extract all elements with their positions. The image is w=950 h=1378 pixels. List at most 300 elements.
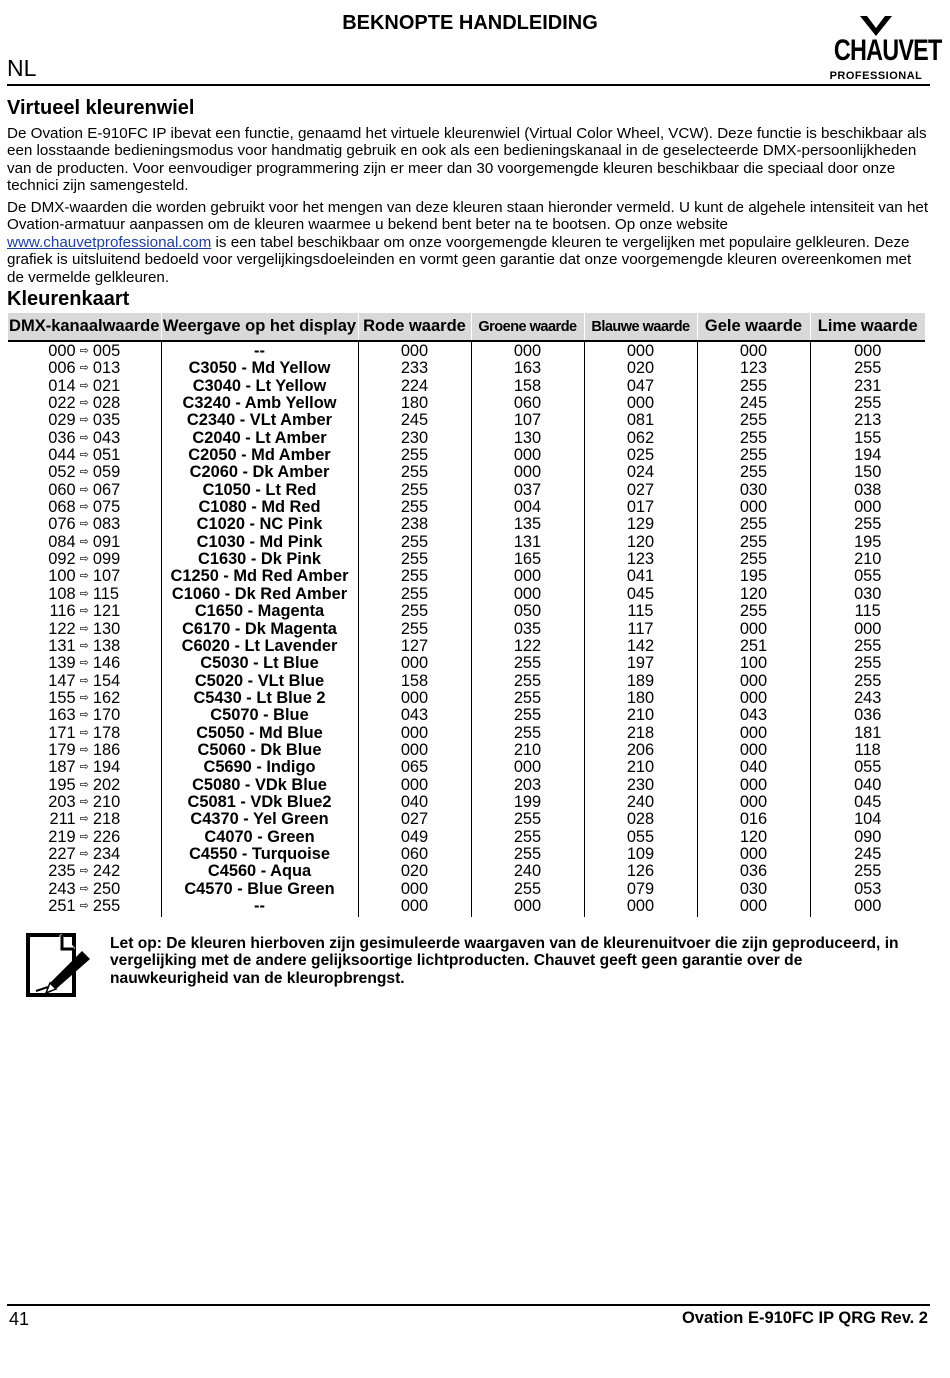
range-arrow-icon: ⇨ [79,414,89,427]
dmx-start: 195 [48,775,76,794]
amber-cell: 100 [697,655,810,672]
dmx-end: 028 [92,394,121,413]
red-cell: 255 [358,482,471,499]
green-cell: 255 [471,811,584,828]
range-arrow-icon: ⇨ [79,605,89,618]
lime-cell: 155 [810,430,925,447]
range-arrow-icon: ⇨ [79,345,89,357]
display-cell: C5020 - VLt Blue [161,673,358,690]
red-cell: 060 [358,846,471,863]
range-arrow-icon: ⇨ [79,362,89,375]
blue-cell: 210 [584,707,697,724]
dmx-range-cell [8,777,161,794]
red-cell: 230 [358,430,471,447]
dmx-range-cell [8,534,161,551]
range-arrow-icon: ⇨ [79,726,89,739]
red-cell: 043 [358,707,471,724]
dmx-start: 155 [48,688,76,707]
green-cell: 203 [471,777,584,794]
blue-cell: 024 [584,464,697,481]
red-cell: 049 [358,829,471,846]
table-row [8,707,925,724]
range-arrow-icon: ⇨ [79,518,89,531]
display-cell: C5080 - VDk Blue [161,777,358,794]
amber-cell: 000 [697,499,810,516]
dmx-end: 138 [92,636,121,655]
display-cell: C4370 - Yel Green [161,811,358,828]
lime-cell: 255 [810,638,925,655]
amber-cell: 016 [697,811,810,828]
dmx-end: 099 [92,550,121,569]
display-cell: C5081 - VDk Blue2 [161,794,358,811]
blue-cell: 047 [584,378,697,395]
range-arrow-icon: ⇨ [79,743,89,756]
lime-cell: 000 [810,499,925,516]
blue-cell: 045 [584,586,697,603]
table-row [8,412,925,429]
amber-cell: 120 [697,829,810,846]
display-cell: C4070 - Green [161,829,358,846]
dmx-start: 116 [49,602,76,621]
display-cell: C1630 - Dk Pink [161,551,358,568]
language-code: NL [7,55,37,81]
red-cell: 040 [358,794,471,811]
range-arrow-icon: ⇨ [79,570,89,583]
dmx-range-cell [8,499,161,516]
green-cell: 255 [471,829,584,846]
table-row [8,673,925,690]
blue-cell: 210 [584,759,697,776]
blue-cell: 142 [584,638,697,655]
dmx-start: 092 [48,550,76,569]
dmx-range-cell [8,447,161,464]
table-row [8,846,925,863]
dmx-range-cell [8,464,161,481]
dmx-start: 243 [48,879,76,898]
red-cell: 000 [358,725,471,742]
lime-cell: 036 [810,707,925,724]
blue-cell: 123 [584,551,697,568]
green-cell: 131 [471,534,584,551]
dmx-range-cell [8,516,161,533]
lime-cell: 255 [810,655,925,672]
range-arrow-icon: ⇨ [79,761,89,774]
blue-cell: 025 [584,447,697,464]
table-row [8,586,925,603]
dmx-range-cell [8,725,161,742]
red-cell: 000 [358,742,471,759]
lime-cell: 231 [810,378,925,395]
dmx-end: 075 [92,498,121,517]
dmx-end: 202 [92,775,121,794]
red-cell: 233 [358,360,471,377]
display-cell: C1020 - NC Pink [161,516,358,533]
dmx-range-cell [8,863,161,880]
logo-chevron-icon [860,16,892,36]
dmx-end: 013 [92,359,121,378]
dmx-paragraph-text-end: is een tabel beschikbaar om onze voorgemengde kleuren te vergelijken met populaire gelkleuren. Deze grafiek is uitsluitend bedoeld voor vergelijkingsdoeleinden en vormt geen garantie dat onze voorgemengde kleuren overeenkomen met de vermelde gelkleuren. [7,233,912,286]
dmx-end: 194 [92,758,121,777]
display-cell: C1250 - Md Red Amber [161,568,358,585]
table-row [8,551,925,568]
dmx-end: 043 [92,428,121,447]
dmx-paragraph-text: De DMX-waarden die worden gebruikt voor het mengen van deze kleuren staan hieronder vermeld. U kunt de algehele intensiteit van het Ovation-armatuur aanpassen om de kleuren waarmee u bekend bent beter na te bootsen. Op onze website [7,199,929,234]
dmx-start: 022 [48,394,76,413]
document-id: Ovation E-910FC IP QRG Rev. 2 [681,1309,928,1327]
dmx-range-cell [8,794,161,811]
blue-cell: 218 [584,725,697,742]
red-cell: 180 [358,395,471,412]
blue-cell: 109 [584,846,697,863]
dmx-end: 035 [92,411,121,430]
table-row [8,655,925,672]
dmx-range-cell [8,603,161,620]
red-cell: 065 [358,759,471,776]
lime-cell: 045 [810,794,925,811]
dmx-end: 021 [92,376,121,395]
dmx-start: 084 [48,532,76,551]
green-cell: 130 [471,430,584,447]
dmx-range-cell [8,759,161,776]
green-cell: 240 [471,863,584,880]
dmx-start: 000 [48,342,76,360]
range-arrow-icon: ⇨ [79,674,89,687]
table-row [8,881,925,898]
green-cell: 050 [471,603,584,620]
table-row [8,341,925,360]
dmx-end: 210 [92,792,121,811]
red-cell: 000 [358,655,471,672]
table-row [8,499,925,516]
red-cell: 000 [358,690,471,707]
range-arrow-icon: ⇨ [79,553,89,566]
dmx-end: 154 [92,671,121,690]
display-cell: -- [161,898,358,917]
lime-cell: 000 [810,898,925,917]
dmx-end: 186 [92,740,121,759]
dmx-start: 203 [48,792,76,811]
color-chart-table [8,313,925,917]
range-arrow-icon: ⇨ [79,865,89,878]
document-title: BEKNOPTE HANDLEIDING [342,12,598,34]
blue-cell: 062 [584,430,697,447]
amber-cell: 000 [697,742,810,759]
dmx-end: 051 [92,446,121,465]
blue-cell: 028 [584,811,697,828]
amber-cell: 255 [697,378,810,395]
table-row [8,742,925,759]
display-cell: C4560 - Aqua [161,863,358,880]
dmx-range-cell [8,395,161,412]
dmx-range-cell [8,586,161,603]
range-arrow-icon: ⇨ [79,847,89,860]
green-cell: 037 [471,482,584,499]
dmx-start: 179 [48,740,76,759]
amber-cell: 255 [697,516,810,533]
dmx-range-cell [8,378,161,395]
red-cell: 000 [358,341,471,360]
dmx-end: 121 [92,602,121,621]
dmx-range-cell [8,360,161,377]
lime-cell: 150 [810,464,925,481]
header-rule [7,84,930,86]
table-row [8,378,925,395]
amber-cell: 195 [697,568,810,585]
lime-cell: 194 [810,447,925,464]
logo-brand: CHAUVET [833,34,942,67]
dmx-end: 059 [92,463,121,482]
lime-cell: 255 [810,360,925,377]
dmx-range-cell [8,690,161,707]
dmx-range-cell [8,898,161,917]
col-header-dmx: DMX-kanaalwaarde [8,313,161,341]
red-cell: 127 [358,638,471,655]
range-arrow-icon: ⇨ [79,466,89,479]
footer-rule [7,1304,930,1306]
range-arrow-icon: ⇨ [79,397,89,410]
table-row [8,725,925,742]
lime-cell: 213 [810,412,925,429]
amber-cell: 000 [697,690,810,707]
green-cell: 163 [471,360,584,377]
dmx-start: 068 [48,498,76,517]
amber-cell: 000 [697,846,810,863]
display-cell: C3040 - Lt Yellow [161,378,358,395]
green-cell: 000 [471,447,584,464]
blue-cell: 129 [584,516,697,533]
red-cell: 224 [358,378,471,395]
green-cell: 000 [471,898,584,917]
dmx-end: 083 [92,515,121,534]
dmx-start: 147 [48,671,76,690]
range-arrow-icon: ⇨ [79,379,89,392]
red-cell: 255 [358,464,471,481]
amber-cell: 040 [697,759,810,776]
dmx-start: 163 [48,706,76,725]
dmx-range-cell [8,482,161,499]
dmx-paragraph [7,199,932,286]
note-text: Let op: De kleuren hierboven zijn gesimuleerde waargaven van de kleurenuitvoer die zijn geproduceerd, in vergelijking met de andere gelijksoortige lichtproducten. Chauvet geeft geen garantie over de nauwkeurigheid van de kleuropbrengst. [110,935,899,987]
dmx-range-cell [8,341,161,360]
dmx-end: 067 [92,480,121,499]
range-arrow-icon: ⇨ [79,882,89,895]
dmx-range-cell [8,811,161,828]
green-cell: 000 [471,568,584,585]
display-cell: C6020 - Lt Lavender [161,638,358,655]
green-cell: 255 [471,707,584,724]
dmx-end: 146 [92,654,121,673]
blue-cell: 115 [584,603,697,620]
red-cell: 255 [358,534,471,551]
dmx-start: 014 [48,376,76,395]
dmx-start: 100 [48,567,76,586]
dmx-end: 170 [92,706,121,725]
red-cell: 255 [358,621,471,638]
lime-cell: 053 [810,881,925,898]
dmx-end: 107 [92,567,121,586]
amber-cell: 000 [697,621,810,638]
col-header-lime: Lime waarde [810,313,925,341]
red-cell: 255 [358,568,471,585]
lime-cell: 040 [810,777,925,794]
dmx-range-cell [8,638,161,655]
dmx-start: 076 [48,515,76,534]
range-arrow-icon: ⇨ [79,587,89,600]
display-cell: C2050 - Md Amber [161,447,358,464]
dmx-start: 052 [48,463,76,482]
amber-cell: 251 [697,638,810,655]
amber-cell: 000 [697,341,810,360]
range-arrow-icon: ⇨ [79,709,89,722]
display-cell: C4570 - Blue Green [161,881,358,898]
table-row [8,690,925,707]
table-row [8,482,925,499]
dmx-end: 178 [92,723,121,742]
blue-cell: 189 [584,673,697,690]
green-cell: 107 [471,412,584,429]
table-row [8,863,925,880]
table-row [8,898,925,917]
green-cell: 122 [471,638,584,655]
table-row [8,621,925,638]
dmx-end: 234 [92,844,121,863]
green-cell: 135 [471,516,584,533]
green-cell: 199 [471,794,584,811]
dmx-start: 171 [48,723,76,742]
lime-cell: 055 [810,759,925,776]
blue-cell: 197 [584,655,697,672]
red-cell: 000 [358,777,471,794]
col-header-blue: Blauwe waarde [584,313,697,341]
blue-cell: 081 [584,412,697,429]
red-cell: 000 [358,898,471,917]
table-row [8,759,925,776]
display-cell: C1650 - Magenta [161,603,358,620]
green-cell: 210 [471,742,584,759]
display-cell: C3240 - Amb Yellow [161,395,358,412]
dmx-end: 162 [92,688,121,707]
green-cell: 035 [471,621,584,638]
range-arrow-icon: ⇨ [79,778,89,791]
dmx-end: 226 [92,827,121,846]
red-cell: 238 [358,516,471,533]
red-cell: 255 [358,586,471,603]
green-cell: 165 [471,551,584,568]
range-arrow-icon: ⇨ [79,431,89,444]
dmx-end: 115 [92,584,119,603]
dmx-range-cell [8,881,161,898]
range-arrow-icon: ⇨ [79,449,89,462]
range-arrow-icon: ⇨ [79,483,89,496]
dmx-start: 139 [48,654,76,673]
amber-cell: 030 [697,881,810,898]
col-header-green: Groene waarde [471,313,584,341]
blue-cell: 027 [584,482,697,499]
amber-cell: 000 [697,673,810,690]
lime-cell: 245 [810,846,925,863]
dmx-end: 250 [92,879,121,898]
green-cell: 060 [471,395,584,412]
lime-cell: 090 [810,829,925,846]
amber-cell: 255 [697,430,810,447]
dmx-end: 091 [92,532,121,551]
display-cell: C1080 - Md Red [161,499,358,516]
table-row [8,464,925,481]
amber-cell: 000 [697,898,810,917]
green-cell: 000 [471,464,584,481]
dmx-range-cell [8,707,161,724]
range-arrow-icon: ⇨ [79,900,89,912]
display-cell: C5430 - Lt Blue 2 [161,690,358,707]
website-link[interactable]: www.chauvetprofessional.com [7,233,212,251]
dmx-start: 251 [48,897,76,915]
blue-cell: 000 [584,395,697,412]
table-row [8,829,925,846]
table-row [8,395,925,412]
table-row [8,516,925,533]
lime-cell: 000 [810,341,925,360]
green-cell: 255 [471,655,584,672]
display-cell: C5690 - Indigo [161,759,358,776]
amber-cell: 255 [697,447,810,464]
blue-cell: 120 [584,534,697,551]
table-row [8,447,925,464]
display-cell: C6170 - Dk Magenta [161,621,358,638]
dmx-start: 211 [49,810,76,829]
range-arrow-icon: ⇨ [79,639,89,652]
table-row [8,811,925,828]
dmx-end: 130 [92,619,121,638]
dmx-range-cell [8,829,161,846]
chart-title: Kleurenkaart [7,288,130,310]
dmx-start: 036 [48,428,76,447]
amber-cell: 255 [697,603,810,620]
amber-cell: 036 [697,863,810,880]
dmx-start: 029 [48,411,76,430]
table-row [8,638,925,655]
table-row [8,794,925,811]
amber-cell: 255 [697,464,810,481]
col-header-amber: Gele waarde [697,313,810,341]
green-cell: 158 [471,378,584,395]
blue-cell: 000 [584,341,697,360]
dmx-range-cell [8,551,161,568]
lime-cell: 118 [810,742,925,759]
dmx-range-cell [8,621,161,638]
blue-cell: 000 [584,898,697,917]
display-cell: C2040 - Lt Amber [161,430,358,447]
range-arrow-icon: ⇨ [79,657,89,670]
green-cell: 255 [471,725,584,742]
blue-cell: 180 [584,690,697,707]
intro-paragraph: De Ovation E-910FC IP ibevat een functie, genaamd het virtuele kleurenwiel (Virtual Color Wheel, VCW). Deze functie is beschikbaar als een losstaande bedieningsmodus voor handmatig gebruik en ook als een bedieningskanaal in de geselecteerde DMX-persoonlijkheden van de producten. Voor eenvoudiger programmering zijn er meer dan 30 voorgemengde kleuren beschikbaar die speciaal door onze technici zijn samengesteld. [7,125,927,195]
amber-cell: 000 [697,794,810,811]
dmx-start: 122 [48,619,76,638]
dmx-start: 108 [48,584,76,603]
lime-cell: 255 [810,395,925,412]
green-cell: 000 [471,586,584,603]
lime-cell: 243 [810,690,925,707]
green-cell: 000 [471,341,584,360]
blue-cell: 230 [584,777,697,794]
dmx-range-cell [8,430,161,447]
display-cell: -- [161,341,358,360]
logo-subtitle: PROFESSIONAL [829,70,923,82]
chauvet-logo [822,16,942,82]
red-cell: 158 [358,673,471,690]
dmx-range-cell [8,846,161,863]
range-arrow-icon: ⇨ [79,795,89,808]
